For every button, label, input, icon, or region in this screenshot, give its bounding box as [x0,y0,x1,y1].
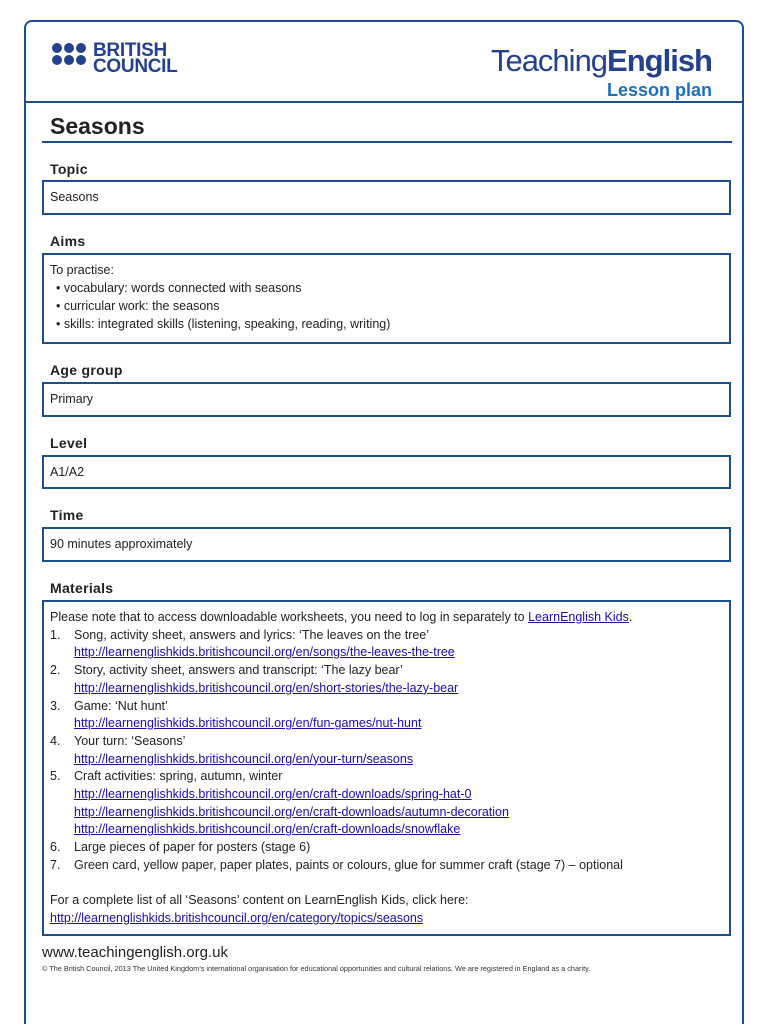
materials-item: 3. Game: ‘Nut hunt’ http://learnenglishkids.britishcouncil.org/en/fun-games/nut-hunt [50,698,723,733]
logo-line-1: BRITISH [93,40,167,61]
topic-value: Seasons [50,190,99,204]
materials-item: 7. Green card, yellow paper, paper plates, paints or colours, glue for summer craft (stage 7) – optional [50,857,623,872]
material-link[interactable]: http://learnenglishkids.britishcouncil.org/en/craft-downloads/spring-hat-0 [74,787,472,802]
materials-label: Materials [50,580,114,596]
logo-text [93,40,178,77]
time-label: Time [50,507,84,523]
level-value: A1/A2 [50,465,85,479]
materials-closing-text: For a complete list of all ‘Seasons’ content on LearnEnglish Kids, click here: [50,893,469,908]
footer-copyright: © The British Council, 2013 The United Kingdom’s international organisation for educational opportunities and cultural relations. We are registered in England as a charity. [42,964,591,973]
level-label: Level [50,435,88,451]
doc-type-label: Lesson plan [606,80,712,100]
time-box [42,527,731,562]
time-value: 90 minutes approximately [50,537,193,551]
materials-item: 2. Story, activity sheet, answers and transcript: ‘The lazy bear’ http://learnenglishkids.britishcouncil.org/en/short-stories/the-lazy-bear [50,662,723,697]
footer-url[interactable]: www.teachingenglish.org.uk [42,944,228,961]
aims-label: Aims [50,233,86,249]
material-link[interactable]: http://learnenglishkids.britishcouncil.org/en/songs/the-leaves-the-tree [74,645,455,660]
materials-item: 4. Your turn: ‘Seasons’ http://learnenglishkids.britishcouncil.org/en/your-turn/seasons [50,733,723,768]
brand-bold: English [607,43,712,78]
logo-dots-icon [52,43,88,77]
topic-label: Topic [50,161,88,177]
seasons-category-link[interactable]: http://learnenglishkids.britishcouncil.org/en/category/topics/seasons [50,910,424,925]
topic-box [42,180,731,215]
materials-note: Please note that to access downloadable worksheets, you need to log in separately to LearnEnglish Kids. [50,610,633,624]
material-link[interactable]: http://learnenglishkids.britishcouncil.org/en/short-stories/the-lazy-bear [74,680,459,695]
materials-box [42,600,731,936]
material-link[interactable]: http://learnenglishkids.britishcouncil.org/en/fun-games/nut-hunt [74,716,422,731]
material-link[interactable]: http://learnenglishkids.britishcouncil.org/en/craft-downloads/autumn-decoration [74,804,509,819]
aims-item: • curricular work: the seasons [56,299,220,313]
header-divider [25,101,743,103]
aims-intro: To practise: [50,263,114,277]
title-divider [42,141,732,143]
materials-item: 6. Large pieces of paper for posters (stage 6) [50,840,311,855]
material-link[interactable]: http://learnenglishkids.britishcouncil.org/en/craft-downloads/snowflake [74,822,461,837]
learnenglish-kids-link[interactable]: LearnEnglish Kids [528,610,629,624]
age-group-box [42,382,731,417]
teachingenglish-logo [491,43,712,79]
age-group-label: Age group [50,362,123,378]
brand-light: Teaching [490,43,608,78]
materials-item: 1. Song, activity sheet, answers and lyrics: ‘The leaves on the tree’ http://learnenglishkids.britishcouncil.org/en/songs/the-leaves-the-tree [50,627,723,662]
logo-line-2: COUNCIL [93,56,178,77]
age-group-value: Primary [50,392,94,406]
aims-box [42,253,731,344]
materials-item: 5. Craft activities: spring, autumn, winter http://learnenglishkids.britishcouncil.org/en/craft-downloads/spring-hat-0 http://learnenglishkids.britishcouncil.org/en/craft-downloads/autumn-decoration http://learnenglishkids.britishcouncil.org/en/craft-downloads/snowflake [50,768,723,839]
aims-item: • skills: integrated skills (listening, speaking, reading, writing) [56,317,391,331]
aims-item: • vocabulary: words connected with seasons [56,281,302,295]
material-link[interactable]: http://learnenglishkids.britishcouncil.org/en/your-turn/seasons [74,751,414,766]
page-title: Seasons [50,113,145,139]
level-box [42,455,731,489]
